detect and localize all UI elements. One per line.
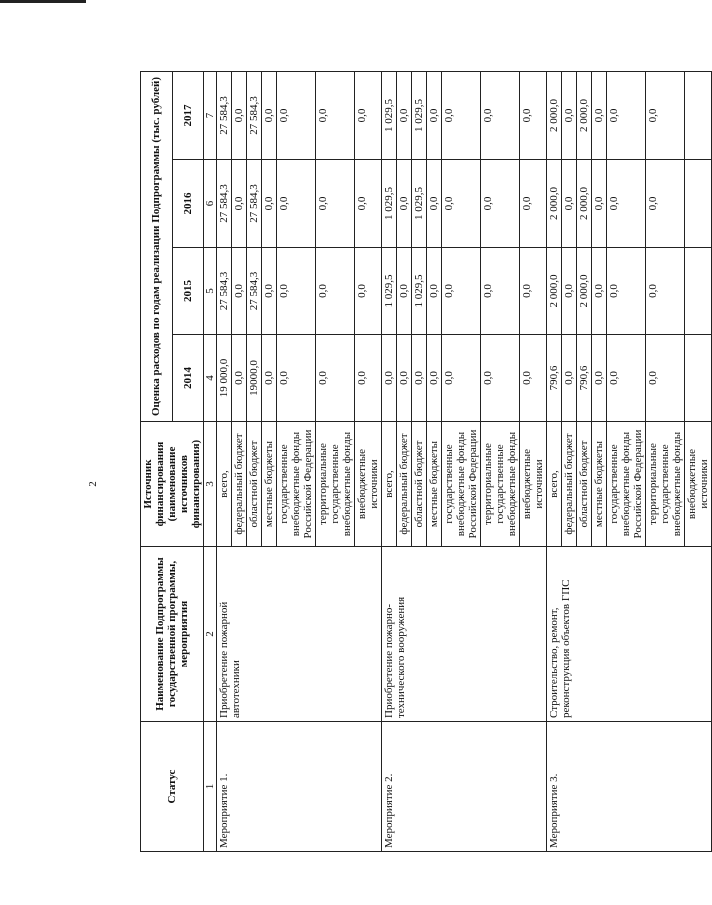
amount-cell: 0,0 (232, 71, 247, 159)
amount-cell: 0,0 (262, 71, 277, 159)
amount-cell: 0,0 (427, 71, 442, 159)
header-year: 2017 (172, 71, 204, 159)
amount-cell: 0,0 (592, 160, 607, 248)
rotated-table-container (140, 72, 710, 852)
column-number: 2 (204, 547, 217, 722)
event-name: Приобретение пожарной автотехники (217, 547, 382, 722)
event-status: Мероприятие 3. (547, 722, 712, 852)
amount-cell: 0,0 (277, 335, 316, 422)
amount-cell: 0,0 (592, 335, 607, 422)
header-status: Статус (141, 722, 204, 852)
amount-cell: 0,0 (520, 248, 547, 335)
funding-source: государственные внебюджетные фонды Российской Федерации (442, 422, 481, 547)
funding-source: федеральный бюджет (232, 422, 247, 547)
amount-cell: 2 000,0 (547, 248, 562, 335)
amount-cell: 0,0 (592, 248, 607, 335)
amount-cell: 0,0 (442, 335, 481, 422)
amount-cell: 2 000,0 (547, 160, 562, 248)
amount-cell: 0,0 (646, 248, 685, 335)
amount-cell: 1 029,5 (412, 71, 427, 159)
page-number: 2 (86, 481, 99, 487)
event-status: Мероприятие 2. (382, 722, 547, 852)
amount-cell: 27 584,3 (217, 160, 232, 248)
amount-cell: 19000,0 (247, 335, 262, 422)
amount-cell: 27 584,3 (247, 71, 262, 159)
amount-cell: 0,0 (481, 71, 520, 159)
table-row (217, 71, 232, 851)
funding-source: внебюджетные источники (685, 422, 712, 547)
amount-cell: 2 000,0 (577, 160, 592, 248)
amount-cell: 0,0 (520, 160, 547, 248)
funding-source: всего, (217, 422, 232, 547)
amount-cell: 0,0 (520, 71, 547, 159)
amount-cell (685, 160, 712, 248)
amount-cell: 0,0 (232, 335, 247, 422)
amount-cell: 1 029,5 (412, 248, 427, 335)
event-status: Мероприятие 1. (217, 722, 382, 852)
funding-source: местные бюджеты (427, 422, 442, 547)
amount-cell: 0,0 (316, 160, 355, 248)
amount-cell: 0,0 (355, 160, 382, 248)
amount-cell: 0,0 (232, 248, 247, 335)
amount-cell: 0,0 (397, 71, 412, 159)
amount-cell: 0,0 (355, 248, 382, 335)
header-name: Наименование Подпрограммы государственной программы, мероприятия (141, 547, 204, 722)
amount-cell: 0,0 (427, 248, 442, 335)
header-year: 2014 (172, 335, 204, 422)
header-year: 2016 (172, 160, 204, 248)
amount-cell: 0,0 (562, 335, 577, 422)
funding-source: государственные внебюджетные фонды Российской Федерации (607, 422, 646, 547)
amount-cell: 27 584,3 (217, 71, 232, 159)
funding-source: всего, (382, 422, 397, 547)
amount-cell: 2 000,0 (547, 71, 562, 159)
amount-cell: 0,0 (646, 335, 685, 422)
amount-cell: 0,0 (382, 335, 397, 422)
amount-cell: 0,0 (520, 335, 547, 422)
amount-cell: 0,0 (607, 335, 646, 422)
funding-source: всего, (547, 422, 562, 547)
amount-cell: 0,0 (592, 71, 607, 159)
amount-cell: 0,0 (262, 335, 277, 422)
header-source: Источник финансирования (наименование источников финансирования) (141, 422, 204, 547)
column-number: 6 (204, 160, 217, 248)
amount-cell: 0,0 (262, 160, 277, 248)
funding-source: территориальные государственные внебюджетные фонды (481, 422, 520, 547)
header-estimate: Оценка расходов по годам реализации Подпрограммы (тыс. рублей) (141, 71, 173, 421)
amount-cell: 0,0 (646, 71, 685, 159)
amount-cell: 27 584,3 (247, 160, 262, 248)
event-name: Строительство, ремонт, реконструкция объектов ГПС (547, 547, 712, 722)
table-body (217, 71, 712, 851)
amount-cell: 0,0 (316, 248, 355, 335)
amount-cell: 0,0 (442, 160, 481, 248)
amount-cell: 0,0 (562, 248, 577, 335)
amount-cell: 0,0 (277, 160, 316, 248)
funding-source: федеральный бюджет (562, 422, 577, 547)
amount-cell: 0,0 (562, 71, 577, 159)
amount-cell: 1 029,5 (412, 160, 427, 248)
funding-source: федеральный бюджет (397, 422, 412, 547)
column-number: 7 (204, 71, 217, 159)
amount-cell: 0,0 (397, 160, 412, 248)
amount-cell: 1 029,5 (382, 160, 397, 248)
amount-cell: 0,0 (607, 71, 646, 159)
funding-source: местные бюджеты (592, 422, 607, 547)
amount-cell: 19 000,0 (217, 335, 232, 422)
amount-cell: 0,0 (442, 71, 481, 159)
funding-source: государственные внебюджетные фонды Российской Федерации (277, 422, 316, 547)
table-row (547, 71, 562, 851)
column-number: 1 (204, 722, 217, 852)
column-number: 3 (204, 422, 217, 547)
amount-cell: 0,0 (412, 335, 427, 422)
amount-cell: 2 000,0 (577, 248, 592, 335)
amount-cell: 27 584,3 (217, 248, 232, 335)
funding-source: областной бюджет (247, 422, 262, 547)
funding-table (140, 71, 712, 852)
amount-cell: 1 029,5 (382, 71, 397, 159)
amount-cell: 0,0 (316, 335, 355, 422)
amount-cell: 0,0 (397, 335, 412, 422)
funding-source: местные бюджеты (262, 422, 277, 547)
amount-cell: 0,0 (262, 248, 277, 335)
event-name: Приобретение пожарно-технического вооружения (382, 547, 547, 722)
amount-cell: 0,0 (277, 248, 316, 335)
funding-source: областной бюджет (577, 422, 592, 547)
amount-cell: 0,0 (562, 160, 577, 248)
header-year: 2015 (172, 248, 204, 335)
amount-cell: 0,0 (481, 160, 520, 248)
amount-cell: 0,0 (397, 248, 412, 335)
funding-source: территориальные государственные внебюджетные фонды (316, 422, 355, 547)
amount-cell: 0,0 (355, 71, 382, 159)
amount-cell: 0,0 (607, 160, 646, 248)
amount-cell: 0,0 (442, 248, 481, 335)
amount-cell: 790,6 (577, 335, 592, 422)
funding-source: внебюджетные источники (355, 422, 382, 547)
top-rule (0, 0, 86, 3)
amount-cell: 0,0 (646, 160, 685, 248)
amount-cell: 0,0 (232, 160, 247, 248)
funding-source: областной бюджет (412, 422, 427, 547)
amount-cell (685, 335, 712, 422)
amount-cell: 0,0 (427, 160, 442, 248)
column-number: 4 (204, 335, 217, 422)
table-row (382, 71, 397, 851)
funding-source: территориальные государственные внебюджетные фонды (646, 422, 685, 547)
funding-source: внебюджетные источники (520, 422, 547, 547)
amount-cell (685, 248, 712, 335)
amount-cell: 2 000,0 (577, 71, 592, 159)
amount-cell: 0,0 (607, 248, 646, 335)
amount-cell: 27 584,3 (247, 248, 262, 335)
amount-cell: 790,6 (547, 335, 562, 422)
amount-cell: 0,0 (355, 335, 382, 422)
amount-cell: 0,0 (277, 71, 316, 159)
amount-cell: 0,0 (316, 71, 355, 159)
amount-cell: 1 029,5 (382, 248, 397, 335)
amount-cell (685, 71, 712, 159)
amount-cell: 0,0 (481, 248, 520, 335)
amount-cell: 0,0 (481, 335, 520, 422)
amount-cell: 0,0 (427, 335, 442, 422)
column-number: 5 (204, 248, 217, 335)
